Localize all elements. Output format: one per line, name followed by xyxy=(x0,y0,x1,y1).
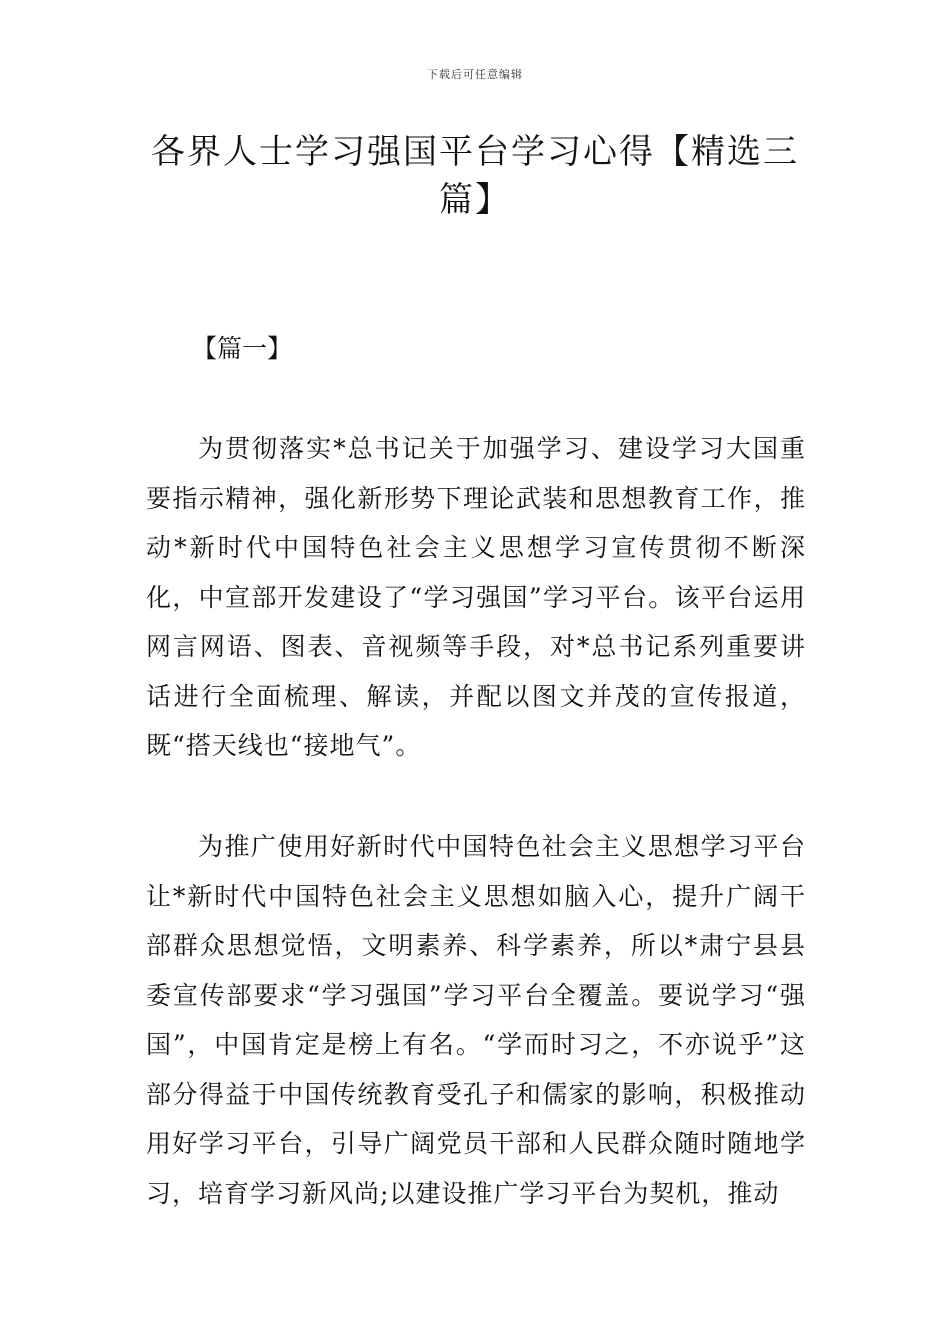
document-title: 各界人士学习强国平台学习心得【精选三篇】 xyxy=(151,132,799,220)
body-paragraph: 为贯彻落实*总书记关于加强学习、建设学习大国重要指示精神，强化新形势下理论武装和思想教育工作，推动*新时代中国特色社会主义思想学习宣传贯彻不断深化，中宣部开发建设了“学习强国”学习平台。该平台运用网言网语、图表、音视频等手段，对*总书记系列重要讲话进行全面梳理、解读，并配以图文并茂的宣传报道，既“搭天线也“接地气”。 xyxy=(146,434,806,760)
section-heading: 【篇一】 xyxy=(192,334,293,363)
body-paragraph: 为推广使用好新时代中国特色社会主义思想学习平台让*新时代中国特色社会主义思想如脑入心，提升广阔干部群众思想觉悟，文明素养、科学素养，所以*肃宁县县委宣传部要求“学习强国”学习平台全覆盖。要说学习“强国”，中国肯定是榜上有名。“学而时习之，不亦说乎”这部分得益于中国传统教育受孔子和儒家的影响，积极推动用好学习平台，引导广阔党员干部和人民群众随时随地学习，培育学习新风尚;以建设推广学习平台为契机，推动 xyxy=(146,832,806,1208)
header-note: 下载后可任意编辑 xyxy=(427,68,523,81)
